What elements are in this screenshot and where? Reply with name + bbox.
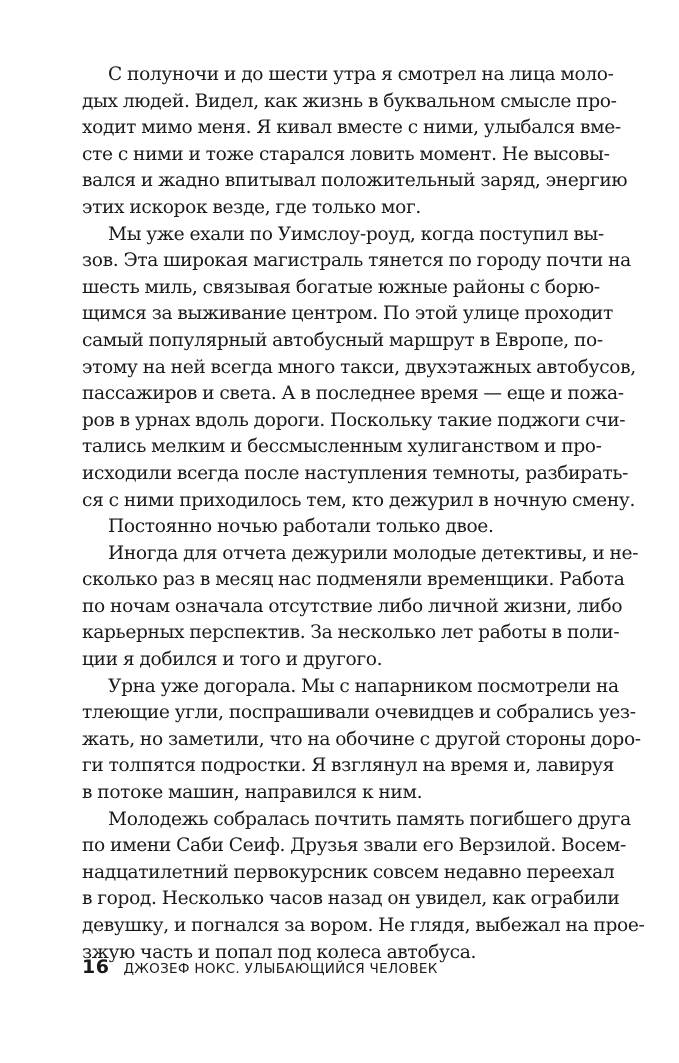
text-line: в потоке машин, направился к ним.	[82, 782, 423, 804]
text-line: самый популярный автобусный маршрут в Европе, по-	[82, 329, 603, 351]
text-line: дых людей. Видел, как жизнь в буквальном смысле про-	[82, 90, 617, 112]
page-footer	[82, 956, 438, 978]
text-line: Постоянно ночью работали только двое.	[108, 516, 494, 538]
paragraph-5	[82, 674, 641, 807]
text-line: карьерных перспектив. За несколько лет работы в поли-	[82, 622, 620, 644]
text-line: тались мелким и бессмысленным хулиганством и про-	[82, 436, 602, 458]
text-line: исходили всегда после наступления темноты, разбирать-	[82, 462, 629, 484]
paragraph-3	[82, 514, 597, 541]
text-line: ся с ними приходилось тем, кто дежурил в ночную смену.	[82, 489, 636, 511]
text-line: зов. Эта широкая магистраль тянется по городу почти на	[82, 250, 631, 272]
text-line: вался и жадно впитывал положительный заряд, энергию	[82, 170, 628, 192]
text-line: ров в урнах вдоль дороги. Поскольку такие поджоги счи-	[82, 409, 626, 431]
text-line: по ночам означала отсутствие либо личной жизни, либо	[82, 595, 623, 617]
text-line: Молодежь собралась почтить память погибшего друга	[108, 808, 631, 830]
text-line: Мы уже ехали по Уимслоу-роуд, когда поступил вы-	[108, 223, 604, 245]
page-body	[82, 62, 645, 966]
paragraph-1	[82, 62, 628, 222]
text-line: пассажиров и света. А в последнее время — еще и пожа-	[82, 383, 624, 405]
text-line: сте с ними и тоже старался ловить момент. Не высовы-	[82, 143, 610, 165]
text-line: Урна уже догорала. Мы с напарником посмотрели на	[108, 675, 619, 697]
text-line: Иногда для отчета дежурили молодые детективы, и не-	[108, 542, 639, 564]
paragraph-2	[82, 222, 636, 515]
text-line: зжую часть и попал под колеса автобуса.	[82, 941, 477, 963]
text-line: С полуночи и до шести утра я смотрел на лица моло-	[108, 64, 614, 85]
text-line: надцатилетний первокурсник совсем недавно переехал	[82, 861, 615, 883]
paragraph-4	[82, 541, 639, 674]
text-line: ции я добился и того и другого.	[82, 649, 383, 671]
text-line: этих искорок везде, где только мог.	[82, 196, 421, 218]
text-line: этому на ней всегда много такси, двухэтажных автобусов,	[82, 356, 636, 378]
text-line: сколько раз в месяц нас подменяли временщики. Работа	[82, 569, 625, 591]
text-line: в город. Несколько часов назад он увидел, как ограбили	[82, 888, 620, 910]
text-line: тлеющие угли, поспрашивали очевидцев и собрались уез-	[82, 702, 636, 724]
text-line: шесть миль, связывая богатые южные районы с борю-	[82, 276, 600, 298]
page-number: 16	[82, 956, 110, 978]
text-line: щимся за выживание центром. По этой улице проходит	[82, 303, 613, 325]
text-line: ходит мимо меня. Я кивал вместе с ними, улыбался вме-	[82, 117, 621, 139]
text-line: ги толпятся подростки. Я взглянул на время и, лавируя	[82, 755, 615, 777]
paragraph-6	[82, 807, 645, 967]
text-line: жать, но заметили, что на обочине с другой стороны доро-	[82, 728, 641, 750]
text-line: по имени Саби Сеиф. Друзья звали его Верзилой. Восем-	[82, 835, 626, 857]
text-line: девушку, и погнался за вором. Не глядя, выбежал на прое-	[82, 915, 645, 936]
running-head: ДЖОЗЕФ НОКС. УЛЫБАЮЩИЙСЯ ЧЕЛОВЕК	[123, 961, 438, 977]
